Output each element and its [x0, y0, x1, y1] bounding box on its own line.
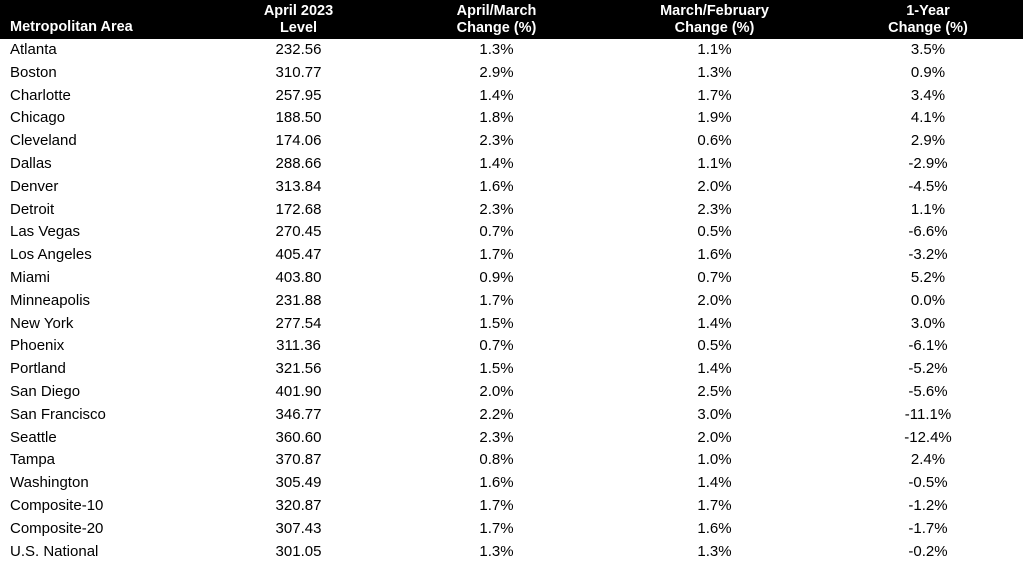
header-mar-feb-line1: March/February	[660, 2, 769, 19]
cell-mar-feb-change: 2.0%	[697, 428, 732, 446]
table-row	[0, 85, 1023, 108]
table-row	[0, 404, 1023, 427]
cell-apr-mar-change: 2.3%	[479, 132, 514, 150]
cell-level: 403.80	[275, 268, 322, 286]
cell-one-year-change: 5.2%	[910, 268, 946, 286]
cell-area: Composite-20	[10, 519, 104, 537]
header-one-year-line2: Change (%)	[888, 19, 968, 36]
cell-one-year-change: 3.5%	[910, 41, 946, 58]
cell-area: Portland	[10, 360, 66, 378]
cell-apr-mar-change: 1.7%	[479, 246, 514, 264]
cell-area: Minneapolis	[10, 291, 91, 309]
cell-one-year-change: 2.9%	[910, 132, 946, 150]
header-row	[0, 0, 1023, 39]
header-apr-mar-line1: April/March	[456, 2, 537, 19]
cell-apr-mar-change: 1.4%	[479, 86, 514, 104]
cell-mar-feb-change: 1.3%	[697, 63, 732, 81]
header-one-year-line1: 1-Year	[906, 2, 950, 19]
cell-mar-feb-change: 1.6%	[697, 246, 732, 264]
header-level-line1: April 2023	[263, 2, 334, 19]
cell-mar-feb-change: 1.7%	[697, 496, 732, 514]
cell-mar-feb-change: 1.6%	[697, 519, 732, 537]
cell-apr-mar-change: 2.9%	[479, 63, 514, 81]
cell-level: 172.68	[275, 200, 322, 218]
cell-area: Miami	[10, 268, 50, 286]
table-row	[0, 62, 1023, 85]
cell-apr-mar-change: 1.6%	[479, 474, 514, 492]
cell-one-year-change: -12.4%	[904, 428, 952, 446]
header-apr-mar-line2: Change (%)	[456, 19, 537, 36]
header-apr-mar-change	[397, 0, 596, 39]
cell-area: New York	[10, 314, 74, 332]
cell-apr-mar-change: 1.7%	[479, 496, 514, 514]
table-row	[0, 39, 1023, 62]
cell-apr-mar-change: 1.7%	[479, 519, 514, 537]
cell-level: 307.43	[275, 519, 322, 537]
cell-level: 320.87	[275, 496, 322, 514]
cell-one-year-change: -0.5%	[908, 474, 948, 492]
cell-level: 370.87	[275, 451, 322, 469]
table-row	[0, 153, 1023, 176]
cell-area: Dallas	[10, 154, 52, 172]
cell-mar-feb-change: 1.3%	[697, 542, 732, 560]
cell-one-year-change: -1.7%	[908, 519, 948, 537]
table-row	[0, 199, 1023, 222]
cell-one-year-change: 2.4%	[910, 451, 946, 469]
table-row	[0, 358, 1023, 381]
cell-area: Los Angeles	[10, 246, 92, 264]
table-row	[0, 244, 1023, 267]
cell-area: Cleveland	[10, 132, 77, 150]
cell-one-year-change: -3.2%	[908, 246, 948, 264]
table-row	[0, 267, 1023, 290]
cell-mar-feb-change: 2.0%	[697, 291, 732, 309]
cell-area: Phoenix	[10, 337, 65, 355]
cell-level: 405.47	[275, 246, 322, 264]
cell-one-year-change: -4.5%	[908, 177, 948, 195]
cell-area: Seattle	[10, 428, 57, 446]
cell-mar-feb-change: 3.0%	[697, 405, 732, 423]
table-row	[0, 518, 1023, 541]
cell-one-year-change: -2.9%	[908, 154, 948, 172]
cell-mar-feb-change: 0.6%	[697, 132, 732, 150]
cell-level: 346.77	[275, 405, 322, 423]
cell-area: Washington	[10, 474, 89, 492]
cell-mar-feb-change: 1.1%	[697, 41, 732, 58]
table-row	[0, 449, 1023, 472]
cell-one-year-change: 0.0%	[910, 291, 946, 309]
table-row	[0, 335, 1023, 358]
cell-level: 401.90	[275, 382, 322, 400]
cell-one-year-change: -6.1%	[908, 337, 948, 355]
cell-mar-feb-change: 0.5%	[697, 337, 732, 355]
table-header	[0, 0, 1023, 39]
cell-level: 301.05	[275, 542, 322, 560]
header-level	[200, 0, 397, 39]
cell-one-year-change: 3.0%	[910, 314, 946, 332]
cell-one-year-change: 3.4%	[910, 86, 946, 104]
cell-area: Las Vegas	[10, 223, 81, 241]
cell-level: 277.54	[275, 314, 322, 332]
cell-one-year-change: 0.9%	[910, 63, 946, 81]
cell-mar-feb-change: 2.5%	[697, 382, 732, 400]
cell-one-year-change: -6.6%	[908, 223, 948, 241]
cell-level: 174.06	[275, 132, 322, 150]
cell-apr-mar-change: 1.3%	[479, 41, 514, 58]
table-row	[0, 427, 1023, 450]
cell-apr-mar-change: 1.3%	[479, 542, 514, 560]
cell-mar-feb-change: 1.9%	[697, 109, 732, 127]
header-mar-feb-line2: Change (%)	[674, 19, 755, 36]
cell-level: 305.49	[275, 474, 322, 492]
cell-apr-mar-change: 0.7%	[479, 337, 514, 355]
cell-apr-mar-change: 2.0%	[479, 382, 514, 400]
table-row	[0, 381, 1023, 404]
cell-one-year-change: -1.2%	[908, 496, 948, 514]
cell-area: U.S. National	[10, 542, 99, 560]
cell-level: 321.56	[275, 360, 322, 378]
header-mar-feb-change	[596, 0, 833, 39]
cell-area: Chicago	[10, 109, 66, 127]
cell-area: Boston	[10, 63, 57, 81]
cell-apr-mar-change: 2.2%	[479, 405, 514, 423]
cell-apr-mar-change: 1.6%	[479, 177, 514, 195]
cell-one-year-change: -5.2%	[908, 360, 948, 378]
table-body	[0, 39, 1023, 563]
cell-apr-mar-change: 1.5%	[479, 360, 514, 378]
cell-apr-mar-change: 1.5%	[479, 314, 514, 332]
cell-one-year-change: -5.6%	[908, 382, 948, 400]
cell-apr-mar-change: 1.8%	[479, 109, 514, 127]
cell-level: 270.45	[275, 223, 322, 241]
cell-apr-mar-change: 1.4%	[479, 154, 514, 172]
cell-area: San Francisco	[10, 405, 106, 423]
cell-mar-feb-change: 1.7%	[697, 86, 732, 104]
cell-mar-feb-change: 1.4%	[697, 474, 732, 492]
cell-level: 257.95	[275, 86, 322, 104]
cell-level: 310.77	[275, 63, 322, 81]
cell-mar-feb-change: 1.1%	[697, 154, 732, 172]
cell-level: 231.88	[275, 291, 322, 309]
cell-area: Detroit	[10, 200, 55, 218]
cell-one-year-change: -11.1%	[904, 405, 952, 423]
cell-one-year-change: -0.2%	[908, 542, 948, 560]
table-row	[0, 176, 1023, 199]
cell-area: Charlotte	[10, 86, 71, 104]
table-row	[0, 495, 1023, 518]
cell-area: Denver	[10, 177, 59, 195]
cell-mar-feb-change: 1.4%	[697, 314, 732, 332]
cell-mar-feb-change: 0.5%	[697, 223, 732, 241]
cell-apr-mar-change: 0.9%	[479, 268, 514, 286]
cell-level: 313.84	[275, 177, 322, 195]
cell-apr-mar-change: 0.7%	[479, 223, 514, 241]
table-row	[0, 130, 1023, 153]
cell-apr-mar-change: 2.3%	[479, 200, 514, 218]
cell-apr-mar-change: 1.7%	[479, 291, 514, 309]
cell-apr-mar-change: 2.3%	[479, 428, 514, 446]
cell-level: 188.50	[275, 109, 322, 127]
cell-area: Atlanta	[10, 41, 57, 58]
header-one-year-change	[833, 0, 1023, 39]
cell-level: 311.36	[276, 337, 321, 355]
cell-mar-feb-change: 0.7%	[697, 268, 732, 286]
table-row	[0, 221, 1023, 244]
cell-one-year-change: 4.1%	[910, 109, 946, 127]
cell-apr-mar-change: 0.8%	[479, 451, 514, 469]
cell-mar-feb-change: 1.4%	[697, 360, 732, 378]
cell-area: San Diego	[10, 382, 81, 400]
cell-level: 232.56	[275, 41, 322, 58]
cell-area: Tampa	[10, 451, 56, 469]
cell-area: Composite-10	[10, 496, 104, 514]
cell-level: 288.66	[275, 154, 322, 172]
cell-mar-feb-change: 2.0%	[697, 177, 732, 195]
cell-mar-feb-change: 2.3%	[697, 200, 732, 218]
cell-mar-feb-change: 1.0%	[697, 451, 732, 469]
table-row	[0, 472, 1023, 495]
table-row	[0, 313, 1023, 336]
table-row	[0, 290, 1023, 313]
cell-one-year-change: 1.1%	[910, 200, 946, 218]
header-level-line2: Level	[279, 19, 318, 36]
cell-level: 360.60	[275, 428, 322, 446]
table-row	[0, 541, 1023, 564]
table-row	[0, 107, 1023, 130]
header-metropolitan-area: Metropolitan Area	[10, 19, 133, 35]
